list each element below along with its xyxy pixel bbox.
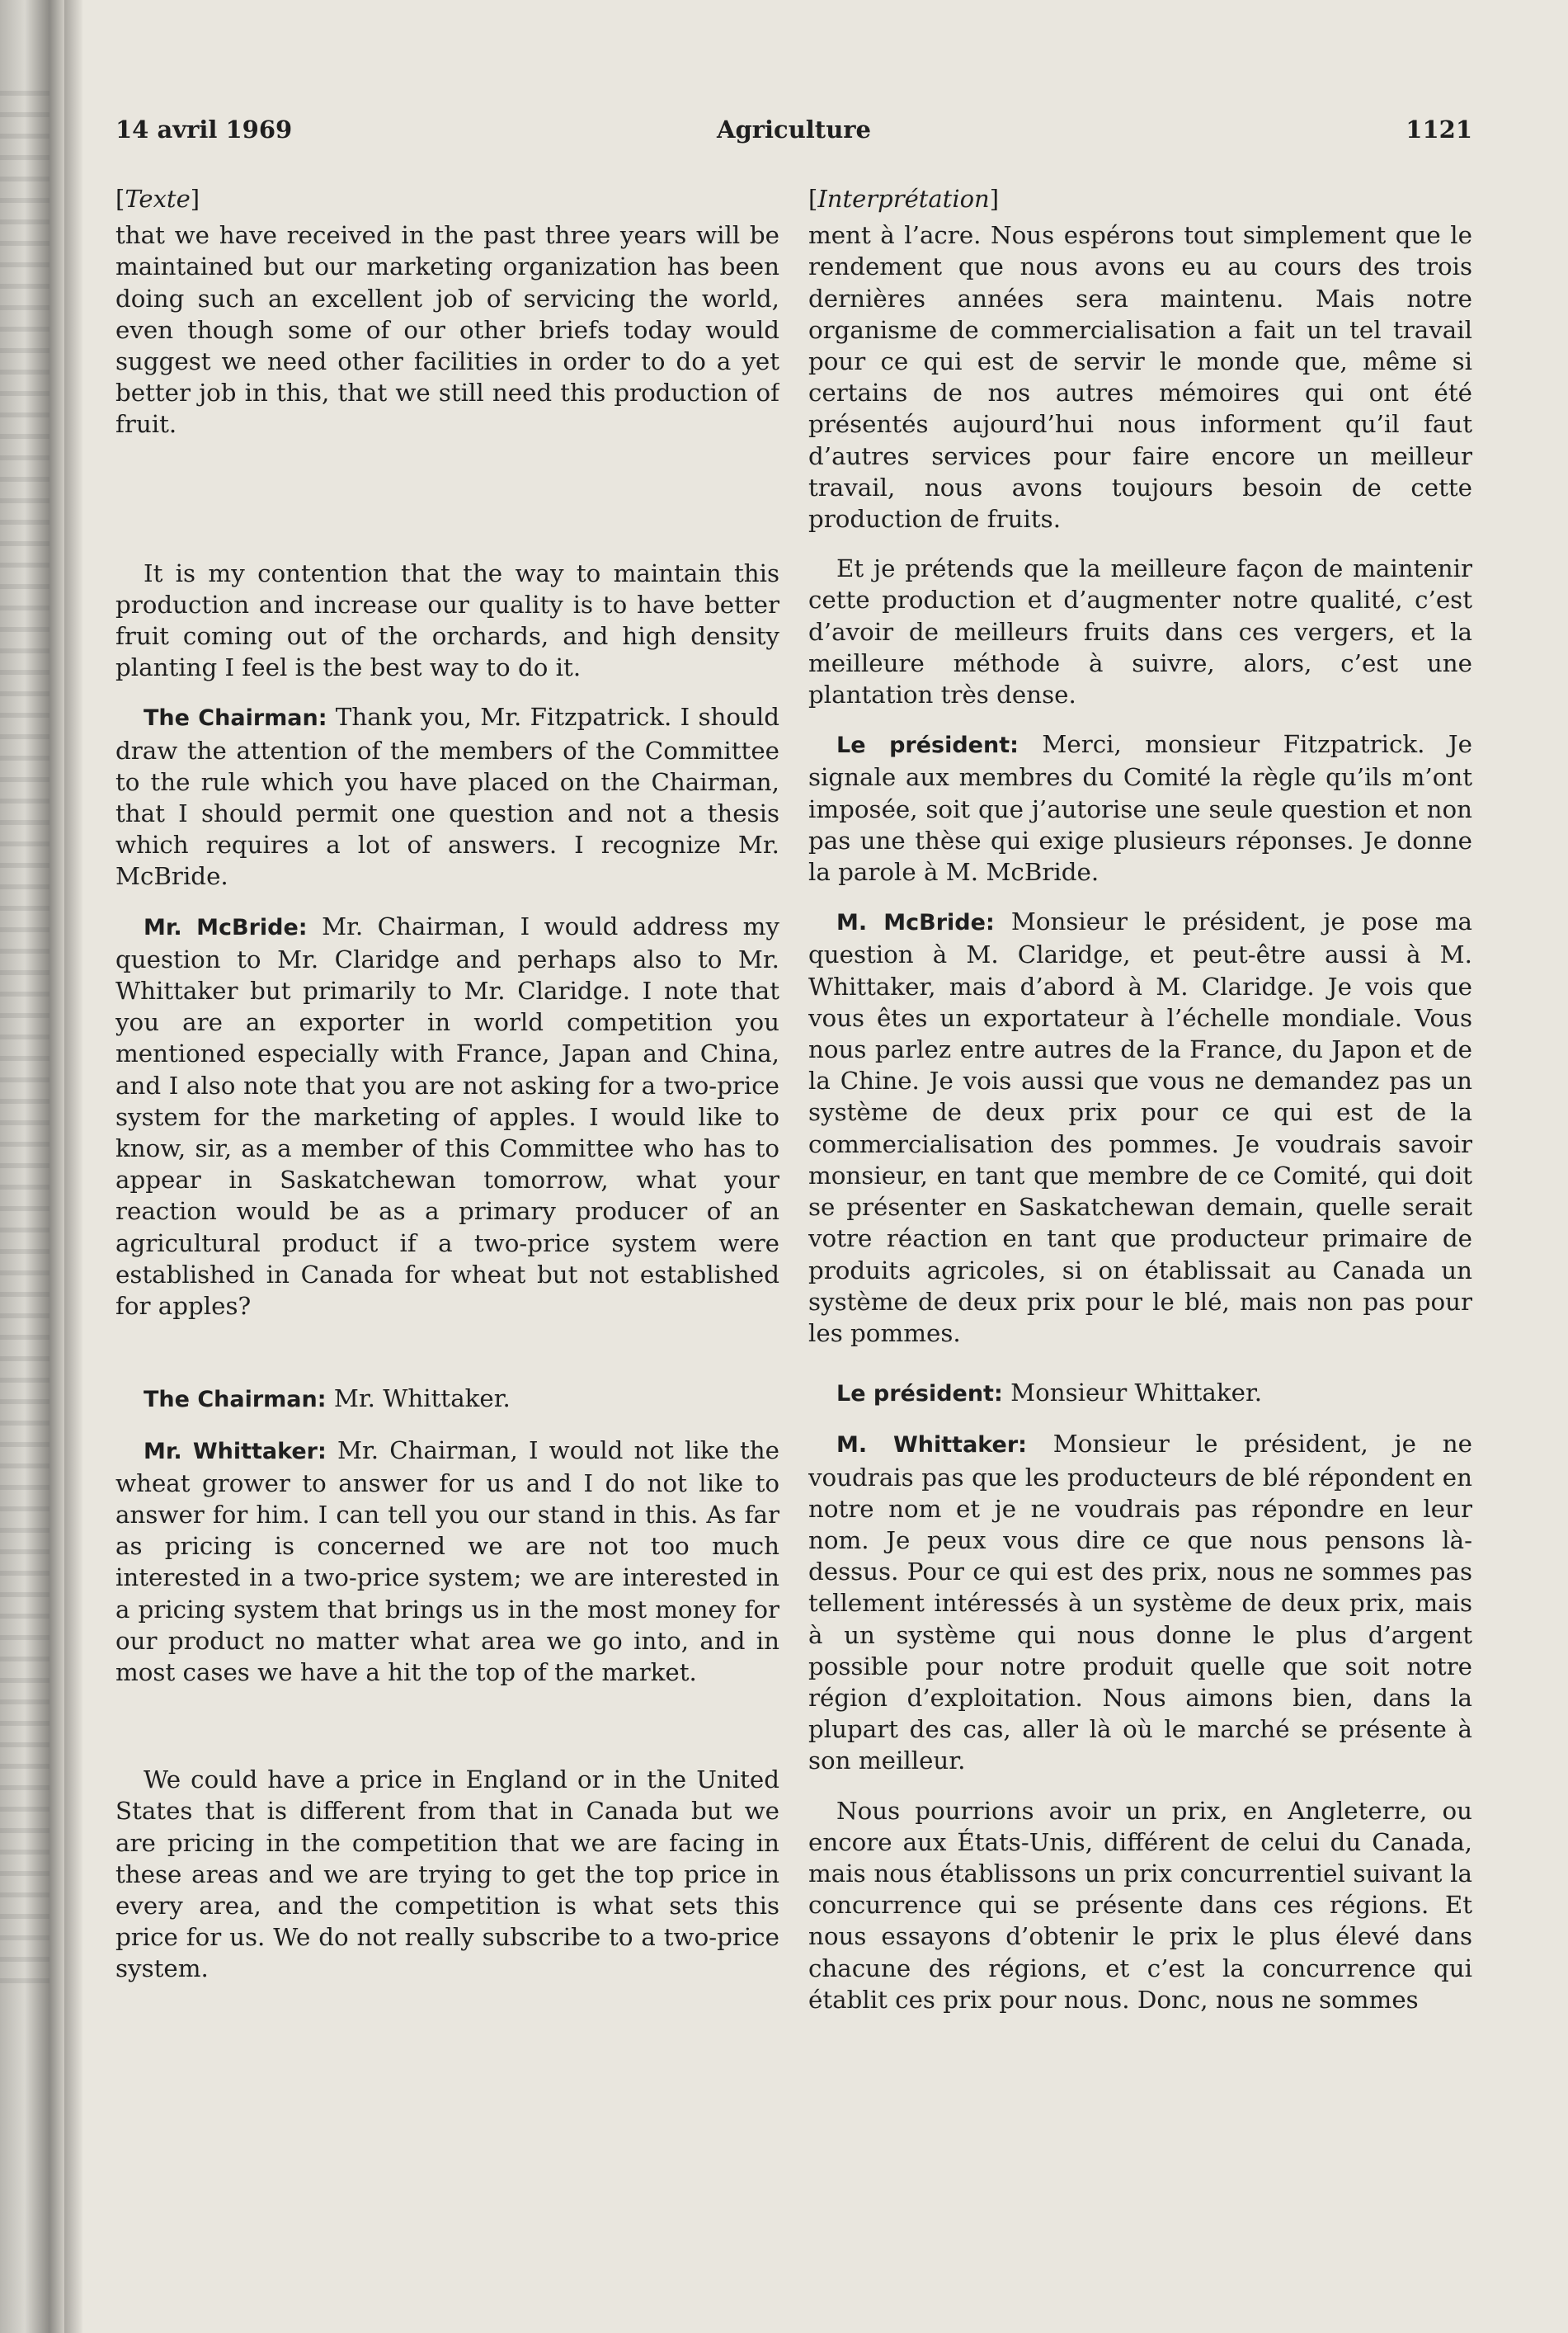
paragraph: that we have received in the past three years will be maintained but our marketing organization has been doing such an excellent job of servicing the world, even though some of our other briefs today would suggest we need other facilities in order to do a yet better job in this, that we still need this production of fruit. xyxy=(115,221,779,439)
page-number: 1121 xyxy=(1406,115,1472,144)
paragraph: Et je prétends que la meilleure façon de maintenir cette production et d’augmenter notre qualité, c’est d’avoir de meilleurs fruits dans ces vergers, et la meilleure méthode à suivre, alors, c’est une plantation très dense. xyxy=(808,554,1472,709)
speaker-paragraph: Mr. McBride: Mr. Chairman, I would address my question to Mr. Claridge and perhaps also to Mr. Whittaker but primarily to Mr. Claridge. I note that you are an exporter in world competition you mentioned especially with France, Japan and China, and I also note that you are not asking for a two-price system for the marketing of apples. I would like to know, sir, as a member of this Committee who has to appear in Saskatchewan tomorrow, what your reaction would be as a primary producer of an agricultural product if a two-price system were established in Canada for wheat but not established for apples? xyxy=(115,912,779,1321)
paragraph: ment à l’acre. Nous espérons tout simplement que le rendement que nous avons eu au cours des trois dernières années sera maintenu. Mais notre organisme de commercialisation a fait un tel travail pour ce qui est de servir le monde que, même si certains de nos autres mémoires qui ont été présentés aujourd’hui nous informent qu’il faut d’autres services pour faire encore un meilleur travail, nous avons toujours besoin de cette production de fruits. xyxy=(808,221,1472,534)
speaker-name: Mr. Whittaker: xyxy=(144,1438,327,1464)
binding-gutter xyxy=(64,0,82,2333)
section-tag-interpretation: [Interprétation] xyxy=(808,185,1000,213)
speaker-name: M. McBride: xyxy=(836,910,995,936)
speaker-paragraph: Le président: Monsieur Whittaker. xyxy=(836,1379,1263,1407)
header-title: Agriculture xyxy=(716,115,872,144)
speaker-name: Mr. McBride: xyxy=(144,914,308,940)
speaker-name: M. Whittaker: xyxy=(836,1432,1027,1459)
speaker-name: Le président: xyxy=(836,1381,1003,1407)
paragraph: Nous pourrions avoir un prix, en Angleterre, ou encore aux États-Unis, différent de celui du Canada, mais nous établissons un prix concurrentiel suivant la concurrence qui se présente dans ces régions. Et nous essayons d’obtenir le prix le plus élevé dans chacune des régions, et c’est la concurrence qui établit ces prix pour nous. Donc, nous ne sommes xyxy=(808,1796,1472,2014)
paragraph: It is my contention that the way to maintain this production and increase our quality is to have better fruit coming out of the orchards, and high density planting I feel is the best way to do it. xyxy=(115,559,779,682)
speaker-paragraph: The Chairman: Thank you, Mr. Fitzpatrick. I should draw the attention of the members of the Committee to the rule which you have placed on the Chairman, that I should permit one question and not a thesis which requires a lot of answers. I recognize Mr. McBride. xyxy=(115,703,779,891)
paragraph: We could have a price in England or in the United States that is different from that in Canada but we are pricing in the competition that we are facing in these areas and we are trying to get the top price in every area, and the competition is what sets this price for us. We do not really subscribe to a two-price system. xyxy=(115,1765,779,1983)
speaker-paragraph: M. McBride: Monsieur le président, je pose ma question à M. Claridge, et peut-être aussi à M. Whittaker, mais d’abord à M. Claridge. Je vois que vous êtes un exportateur à l’échelle mondiale. Vous nous parlez entre autres de la France, du Japon et de la Chine. Je vois aussi que vous ne demandez pas un système de deux prix pour ce qui est de la commercialisation des pommes. Je voudrais savoir monsieur, en tant que membre de ce Comité, qui doit se présenter en Saskatchewan demain, quelle serait votre réaction en tant que producteur primaire de produits agricoles, si on établissait au Canada un système de deux prix pour le blé, mais non pas pour les pommes. xyxy=(808,907,1472,1347)
english-column xyxy=(115,183,779,2196)
speaker-name: Le président: xyxy=(836,733,1019,759)
speaker-paragraph: Mr. Whittaker: Mr. Chairman, I would not like the wheat grower to answer for us and I do not like to answer for him. I can tell you our stand in this. As far as pricing is concerned we are not too much interested in a two-price system; we are interested in a pricing system that brings us in the most money for our product no matter what area we go into, and in most cases we have a hit the top of the market. xyxy=(115,1435,779,1686)
speaker-paragraph: The Chairman: Mr. Whittaker. xyxy=(144,1384,511,1413)
header-date: 14 avril 1969 xyxy=(115,115,293,144)
section-tag-texte: [Texte] xyxy=(115,185,200,213)
speaker-paragraph: Le président: Merci, monsieur Fitzpatrick. Je signale aux membres du Comité la règle qu’ils m’ont imposée, soit que j’autorise une seule question et non pas une thèse qui exige plusieurs réponses. Je donne la parole à M. McBride. xyxy=(808,730,1472,887)
french-column xyxy=(808,183,1472,2196)
speaker-name: The Chairman: xyxy=(144,705,327,732)
facing-page-edge xyxy=(0,91,49,1988)
speaker-paragraph: M. Whittaker: Monsieur le président, je ne voudrais pas que les producteurs de blé répondent en notre nom et je ne voudrais pas répondre en leur nom. Je peux vous dire ce que nous pensons là-dessus. Pour ce qui est des prix, nous ne sommes pas tellement intéressés à un système de deux prix, mais à un système qui nous donne le plus d’argent possible pour notre produit quelle que soit notre région d’exploitation. Nous aimons bien, dans la plupart des cas, aller là où le marché se présente à son meilleur. xyxy=(808,1430,1472,1775)
speaker-name: The Chairman: xyxy=(144,1387,327,1413)
running-header xyxy=(115,115,1472,152)
